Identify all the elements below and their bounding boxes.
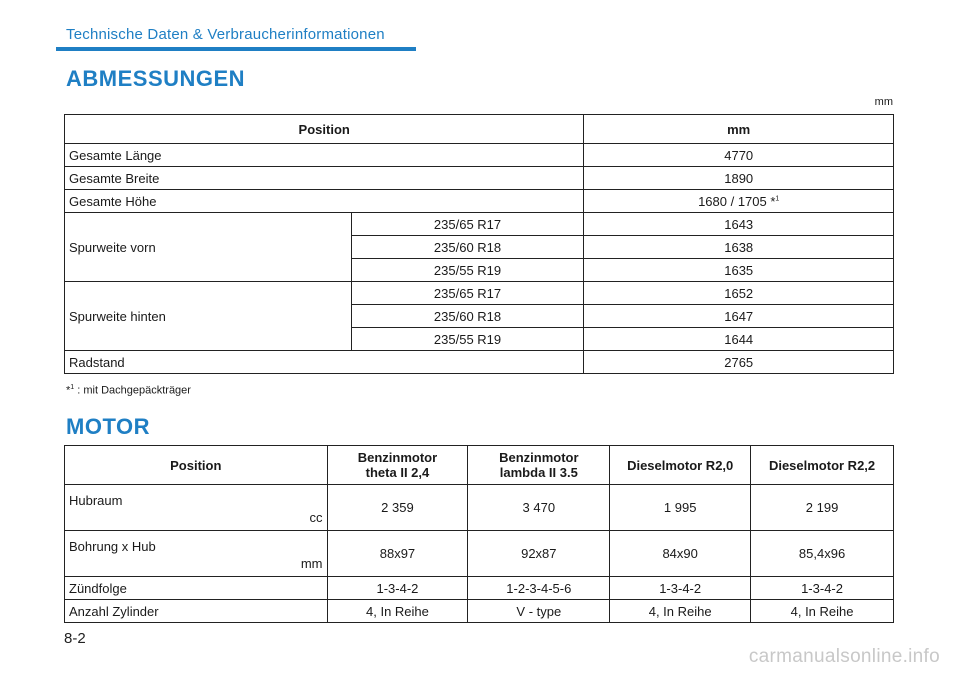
row-value: 1638 (584, 236, 894, 259)
dimensions-table (64, 114, 894, 374)
row-value: 2765 (584, 351, 894, 374)
row-value: 1652 (584, 282, 894, 305)
row-value (584, 190, 894, 213)
cell-value: 85,4x96 (751, 531, 894, 577)
motor-table (64, 445, 894, 623)
cell-value: 1-3-4-2 (751, 577, 894, 600)
row-label (65, 485, 328, 531)
row-label: Gesamte Länge (65, 144, 584, 167)
row-label: Anzahl Zylinder (65, 600, 328, 623)
table-row (65, 167, 894, 190)
footnote-text: : mit Dachgepäckträger (74, 384, 191, 397)
cell-value: 84x90 (610, 531, 751, 577)
footnote-mark: 1 (775, 195, 780, 203)
table-header-row (65, 115, 894, 144)
row-label-unit: cc (309, 509, 323, 525)
cell-value: 4, In Reihe (751, 600, 894, 623)
tire-size: 235/60 R18 (351, 305, 584, 328)
table-row (65, 531, 894, 577)
cell-value: 2 199 (751, 485, 894, 531)
section-title-motor: MOTOR (66, 414, 150, 439)
tire-size: 235/55 R19 (351, 328, 584, 351)
row-label-text: Hubraum (69, 492, 123, 508)
cell-value: 1-2-3-4-5-6 (468, 577, 610, 600)
footnote (66, 384, 191, 397)
tire-size: 235/65 R17 (351, 213, 584, 236)
cell-value: 1-3-4-2 (327, 577, 468, 600)
cell-value: 88x97 (327, 531, 468, 577)
column-header-theta (327, 446, 468, 485)
cell-value: 92x87 (468, 531, 610, 577)
header-line: Benzinmotor (357, 450, 438, 465)
column-header-diesel-r20: Dieselmotor R2,0 (610, 446, 751, 485)
column-header-position: Position (65, 115, 584, 144)
table-row (65, 282, 894, 305)
page-number: 8-2 (64, 630, 86, 647)
tire-size: 235/65 R17 (351, 282, 584, 305)
footnote-sup: 1 (70, 384, 75, 391)
cell-value: 1-3-4-2 (610, 577, 751, 600)
value-text: 1680 / 1705 * (698, 193, 776, 209)
unit-note: mm (874, 96, 893, 108)
row-label-unit: mm (300, 555, 323, 571)
table-row (65, 213, 894, 236)
header-line: theta II 2,4 (365, 465, 430, 480)
column-header-lambda (468, 446, 610, 485)
row-label: Zündfolge (65, 577, 328, 600)
column-header-diesel-r22: Dieselmotor R2,2 (751, 446, 894, 485)
table-row (65, 577, 894, 600)
row-value: 1644 (584, 328, 894, 351)
row-value: 1643 (584, 213, 894, 236)
table-row (65, 600, 894, 623)
header-line: Benzinmotor (499, 450, 579, 465)
cell-value: 3 470 (468, 485, 610, 531)
section-title-dimensions: ABMESSUNGEN (66, 66, 246, 91)
row-label: Gesamte Breite (65, 167, 584, 190)
row-value: 4770 (584, 144, 894, 167)
header-line: lambda II 3.5 (499, 465, 578, 480)
footnote-star: * (66, 384, 71, 397)
table-row (65, 485, 894, 531)
column-header-mm: mm (584, 115, 894, 144)
cell-value: 1 995 (610, 485, 751, 531)
column-header-position: Position (65, 446, 328, 485)
row-value: 1890 (584, 167, 894, 190)
chapter-title: Technische Daten & Verbraucherinformationen (66, 26, 385, 43)
table-row (65, 351, 894, 374)
tire-size: 235/55 R19 (351, 259, 584, 282)
table-row (65, 144, 894, 167)
cell-value: 4, In Reihe (610, 600, 751, 623)
row-label-text: Bohrung x Hub (69, 538, 156, 554)
cell-value: 2 359 (327, 485, 468, 531)
row-label: Radstand (65, 351, 584, 374)
table-row (65, 190, 894, 213)
cell-value: V - type (468, 600, 610, 623)
row-label (65, 531, 328, 577)
row-label: Spurweite hinten (65, 282, 352, 351)
row-label: Gesamte Höhe (65, 190, 584, 213)
row-label: Spurweite vorn (65, 213, 352, 282)
row-value: 1635 (584, 259, 894, 282)
row-value: 1647 (584, 305, 894, 328)
chapter-rule (56, 47, 416, 51)
tire-size: 235/60 R18 (351, 236, 584, 259)
watermark: carmanualsonline.info (748, 646, 940, 667)
table-header-row (65, 446, 894, 485)
cell-value: 4, In Reihe (327, 600, 468, 623)
